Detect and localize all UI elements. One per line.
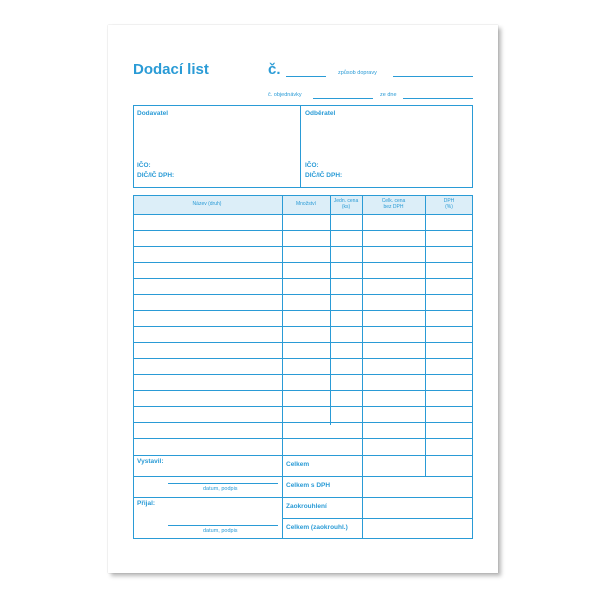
supplier-label: Dodavatel bbox=[137, 110, 169, 117]
issued-label: Vystavil: bbox=[137, 458, 164, 465]
table-row bbox=[133, 294, 473, 295]
date-line bbox=[403, 98, 473, 99]
parties-divider bbox=[300, 105, 301, 188]
footer-row-line-1 bbox=[282, 476, 473, 477]
col-header-quantity: Množství bbox=[295, 201, 316, 207]
received-date-signature: datum, podpis bbox=[203, 528, 238, 534]
table-row bbox=[133, 230, 473, 231]
total-vat-label: Celkem s DPH bbox=[286, 482, 331, 489]
table-row bbox=[133, 278, 473, 279]
received-label: Přijal: bbox=[137, 500, 156, 507]
transport-label: způsob dopravy bbox=[338, 70, 377, 76]
table-row bbox=[133, 438, 473, 439]
supplier-ico-label: IČO: bbox=[137, 162, 151, 169]
footer-row-line-2 bbox=[282, 497, 473, 498]
order-line bbox=[313, 98, 373, 99]
received-signature-line bbox=[168, 525, 278, 526]
table-row bbox=[133, 358, 473, 359]
number-label: č. bbox=[268, 61, 281, 78]
col-line-3 bbox=[362, 195, 363, 477]
total-label: Celkem bbox=[286, 461, 310, 468]
col-header-total-no-vat: Celk. cena bez DPH bbox=[381, 198, 406, 210]
order-label: č. objednávky bbox=[268, 92, 302, 98]
number-line bbox=[286, 76, 326, 77]
table-row bbox=[133, 406, 473, 407]
table-row bbox=[133, 390, 473, 391]
table-row bbox=[133, 422, 473, 423]
delivery-note-form bbox=[108, 25, 498, 573]
table-row bbox=[133, 374, 473, 375]
total-rounded-label: Celkem (zaokrouhl.) bbox=[286, 524, 348, 531]
table-row bbox=[133, 262, 473, 263]
rounding-label: Zaokrouhlení bbox=[286, 503, 327, 510]
table-row bbox=[133, 214, 473, 215]
col-line-1 bbox=[282, 195, 283, 477]
issued-date-signature: datum, podpis bbox=[203, 486, 238, 492]
footer-left-split bbox=[133, 497, 282, 498]
supplier-dic-label: DIČ/IČ DPH: bbox=[137, 172, 175, 179]
transport-line bbox=[393, 76, 473, 77]
issued-signature-line bbox=[168, 483, 278, 484]
table-row bbox=[133, 246, 473, 247]
customer-dic-label: DIČ/IČ DPH: bbox=[305, 172, 343, 179]
date-label: ze dne bbox=[380, 92, 397, 98]
customer-ico-label: IČO: bbox=[305, 162, 319, 169]
col-header-unit-price: Jedn. cena (ks) bbox=[333, 198, 359, 210]
table-row bbox=[133, 326, 473, 327]
footer-row-line-3 bbox=[282, 518, 473, 519]
table-row bbox=[133, 310, 473, 311]
form-title: Dodací list bbox=[133, 61, 209, 78]
table-row bbox=[133, 342, 473, 343]
col-line-4 bbox=[425, 195, 426, 477]
col-header-name: Název (druh) bbox=[192, 201, 222, 207]
col-header-vat: DPH (%) bbox=[443, 198, 455, 210]
customer-label: Odběratel bbox=[305, 110, 336, 117]
parties-box bbox=[133, 105, 473, 188]
items-table bbox=[133, 195, 473, 477]
